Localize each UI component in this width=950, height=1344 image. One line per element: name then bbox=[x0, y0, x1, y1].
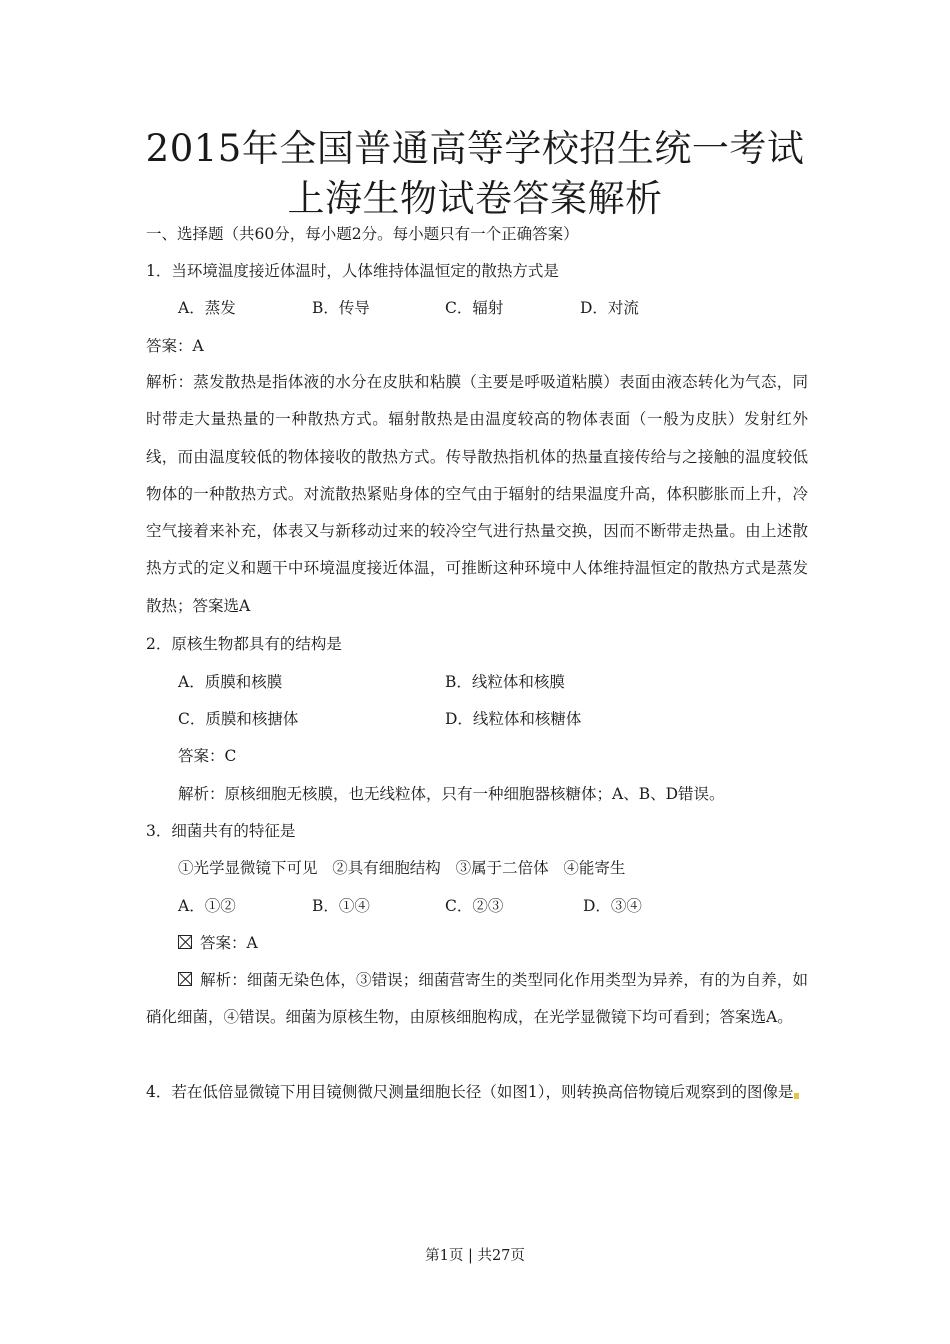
question-3-items: ①光学显微镜下可见 ②具有细胞结构 ③属于二倍体 ④能寄生 bbox=[178, 859, 626, 877]
question-1-analysis: 解析：蒸发散热是指体液的水分在皮肤和粘膜（主要是呼吸道粘膜）表面由液态转化为气态，同时带走大量热量的一种散热方式。辐射散热是由温度较高的物体表面（一般为皮肤）发射红外线，而由温度较低的物体接收的散热方式。传导散热指机体的热量直接传给与之接触的温度较低物体的一种散热方式。对流散热紧贴身体的空气由于辐射的结果温度升高，体积膨胀而上升，冷空气接着来补充，体表又与新移动过来的较冷空气进行热量交换，因而不断带走热量。由上述散热方式的定义和题干中环境温度接近体温，可推断这种环境中人体维持温恒定的散热方式是蒸发散热；答案选A bbox=[146, 373, 808, 615]
question-1-answer: 答案：A bbox=[146, 337, 204, 355]
checkbox-x-icon bbox=[178, 972, 192, 986]
highlight-mark-icon bbox=[794, 1093, 799, 1099]
question-2-option-a: A．质膜和核膜 bbox=[178, 673, 283, 691]
question-1-option-d: D．对流 bbox=[580, 299, 639, 317]
question-2-option-c: C．质膜和核搪体 bbox=[178, 710, 299, 728]
question-4-stem: 4．若在低倍显微镜下用目镜侧微尺测量细胞长径（如图1），则转换高倍物镜后观察到的图像是 bbox=[146, 1083, 794, 1101]
question-4-stem-block bbox=[146, 1074, 808, 1111]
question-3-answer-row bbox=[178, 933, 258, 953]
question-2-stem: 2．原核生物都具有的结构是 bbox=[146, 635, 342, 653]
question-3-option-d: D．③④ bbox=[583, 897, 642, 915]
question-3-option-a: A．①② bbox=[178, 897, 236, 915]
section-header: 一、选择题（共60分，每小题2分。每小题只有一个正确答案） bbox=[146, 225, 579, 243]
page-footer: 第1页 | 共27页 bbox=[425, 1248, 525, 1264]
question-2-option-b: B．线粒体和核膜 bbox=[445, 673, 565, 691]
title-line-2: 上海生物试卷答案解析 bbox=[287, 177, 663, 220]
question-3-analysis: 解析：细菌无染色体，③错误；细菌营寄生的类型同化作用类型为异养，有的为自养，如硝化细菌，④错误。细菌为原核生物，由原核细胞构成，在光学显微镜下均可看到；答案选A。 bbox=[146, 971, 808, 1027]
question-1-option-b: B．传导 bbox=[312, 299, 370, 317]
checkbox-x-icon bbox=[178, 935, 192, 949]
question-3-option-b: B．①④ bbox=[312, 897, 370, 915]
question-2-option-d: D．线粒体和核糖体 bbox=[445, 710, 582, 728]
question-1-stem: 1．当环境温度接近体温时，人体维持体温恒定的散热方式是 bbox=[146, 262, 559, 280]
question-2-analysis: 解析：原核细胞无核膜，也无线粒体，只有一种细胞器核糖体；A、B、D错误。 bbox=[178, 785, 725, 803]
title-line-1: 2015年全国普通高等学校招生统一考试 bbox=[145, 127, 805, 170]
question-3-option-c: C．②③ bbox=[445, 897, 504, 915]
question-3-analysis-row bbox=[146, 962, 808, 1037]
question-2-answer: 答案：C bbox=[178, 747, 237, 765]
question-1-option-a: A．蒸发 bbox=[178, 299, 236, 317]
question-3-answer: 答案：A bbox=[200, 934, 258, 952]
question-3-stem: 3．细菌共有的特征是 bbox=[146, 822, 296, 840]
question-1-option-c: C．辐射 bbox=[445, 299, 504, 317]
